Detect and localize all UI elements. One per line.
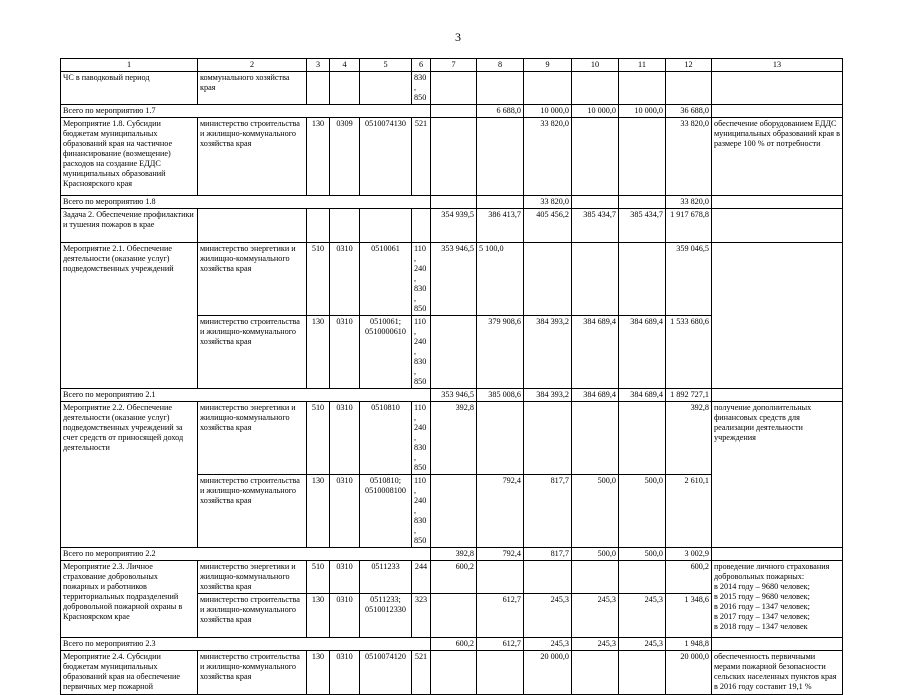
cell-total: 3 002,9: [666, 548, 712, 561]
cell-2016: 384 393,2: [524, 389, 572, 402]
cell-total: 1 892 727,1: [666, 389, 712, 402]
cell-administrator: министерство энергетики и жилищно-коммунального хозяйства края: [198, 243, 307, 316]
column-number: 7: [431, 59, 477, 72]
cell-csr: 0510074130: [360, 118, 412, 196]
column-number: 11: [619, 59, 666, 72]
cell-2015: 5 100,0: [477, 243, 524, 316]
cell-total: 20 000,0: [666, 651, 712, 695]
cell-2018: 500,0: [619, 548, 666, 561]
cell-2015: 612,7: [477, 594, 524, 638]
cell-grbs: 130: [307, 594, 330, 638]
table-row: [61, 651, 843, 695]
task-row: [61, 209, 843, 243]
cell-vr: 521: [412, 651, 431, 695]
cell-2017: 245,3: [572, 638, 619, 651]
total-row: [61, 389, 843, 402]
cell-total: 1 348,6: [666, 594, 712, 638]
cell-activity: Мероприятие 1.8. Субсидии бюджетам муниципальных образований края на частичное финансирование (возмещение) расходов на создание ЕДДС муниципальных образований Красноярского края: [61, 118, 198, 196]
cell-total: 600,2: [666, 561, 712, 594]
column-number: 3: [307, 59, 330, 72]
cell-2018: 245,3: [619, 594, 666, 638]
cell-2015: 792,4: [477, 548, 524, 561]
cell-2018: 384 689,4: [619, 389, 666, 402]
cell-grbs: 130: [307, 651, 330, 695]
cell-2015: 612,7: [477, 638, 524, 651]
cell-csr: 0510810: [360, 402, 412, 475]
cell-2017: 500,0: [572, 475, 619, 548]
cell-2016: 33 820,0: [524, 118, 572, 196]
cell-grbs: 130: [307, 118, 330, 196]
cell-2018: 500,0: [619, 475, 666, 548]
cell-2015: 792,4: [477, 475, 524, 548]
column-number: 2: [198, 59, 307, 72]
column-number: 9: [524, 59, 572, 72]
column-number: 6: [412, 59, 431, 72]
cell-2017: 245,3: [572, 594, 619, 638]
column-number: 8: [477, 59, 524, 72]
column-number: 10: [572, 59, 619, 72]
cell-total: 1 917 678,8: [666, 209, 712, 243]
cell-rzpr: 0310: [330, 243, 360, 316]
cell-administrator: министерство строительства и жилищно-коммунального хозяйства края: [198, 118, 307, 196]
total-row: [61, 105, 843, 118]
cell-total: 33 820,0: [666, 118, 712, 196]
table-row: [61, 72, 843, 105]
cell-grbs: 510: [307, 561, 330, 594]
cell-vr: 110, 240, 830, 850: [412, 402, 431, 475]
cell-grbs: 130: [307, 316, 330, 389]
cell-result: обеспеченность первичными мерами пожарной безопасности сельских населенных пунктов края в 2016 году составит 19,1 %: [712, 651, 843, 695]
cell-administrator: министерство строительства и жилищно-коммунального хозяйства края: [198, 594, 307, 638]
column-number: 12: [666, 59, 712, 72]
cell-total: 392,8: [666, 402, 712, 475]
column-number: 5: [360, 59, 412, 72]
cell-csr: 0510810; 0510008100: [360, 475, 412, 548]
page-number: 3: [455, 30, 461, 44]
cell-activity: Мероприятие 2.2. Обеспечение деятельности (оказание услуг) подведомственных учреждений за счет средств от приносящей доход деятельности: [61, 402, 198, 548]
column-number: 1: [61, 59, 198, 72]
cell-csr: 0511233: [360, 561, 412, 594]
cell-2016: 245,3: [524, 594, 572, 638]
cell-vr: 323: [412, 594, 431, 638]
cell-2015: 6 688,0: [477, 105, 524, 118]
cell-grbs: 510: [307, 402, 330, 475]
cell-administrator: министерство строительства и жилищно-коммунального хозяйства края: [198, 475, 307, 548]
cell-csr: 0511233; 0510012330: [360, 594, 412, 638]
column-number: 13: [712, 59, 843, 72]
cell-2018: 245,3: [619, 638, 666, 651]
cell-vr: 110, 240, 830, 850: [412, 475, 431, 548]
cell-activity: Мероприятие 2.3. Личное страхование добровольных пожарных и работников территориальных подразделений добровольной пожарной охраны в Красноярском крае: [61, 561, 198, 638]
total-row: [61, 548, 843, 561]
cell-administrator: коммунального хозяйства края: [198, 72, 307, 105]
cell-2017: 384 689,4: [572, 316, 619, 389]
cell-csr: 0510061: [360, 243, 412, 316]
cell-result: обеспечение оборудованием ЕДДС муниципальных образований края в размере 100 % от потребности: [712, 118, 843, 196]
cell-csr: 0510061; 0510000610: [360, 316, 412, 389]
column-number: 4: [330, 59, 360, 72]
cell-rzpr: 0310: [330, 651, 360, 695]
cell-rzpr: 0310: [330, 402, 360, 475]
cell-2018: 10 000,0: [619, 105, 666, 118]
cell-2017: 10 000,0: [572, 105, 619, 118]
cell-2016: 245,3: [524, 638, 572, 651]
cell-csr: 0510074120: [360, 651, 412, 695]
cell-result: проведение личного страхования добровольных пожарных: в 2014 году – 9680 человек; в 2015 году – 9680 человек; в 2016 году – 1347 человек; в 2017 году – 1347 человек; в 2018 году – 1347 человек: [712, 561, 843, 638]
cell-total: 33 820,0: [666, 196, 712, 209]
table-row: [61, 402, 843, 475]
cell-2014: 392,8: [431, 402, 477, 475]
cell-2016: 10 000,0: [524, 105, 572, 118]
total-label: Всего по мероприятию 2.1: [61, 389, 431, 402]
cell-2014: 354 939,5: [431, 209, 477, 243]
cell-2016: 817,7: [524, 548, 572, 561]
cell-2018: 385 434,7: [619, 209, 666, 243]
total-label: Всего по мероприятию 2.2: [61, 548, 431, 561]
cell-2015: 386 413,7: [477, 209, 524, 243]
cell-2014: 600,2: [431, 561, 477, 594]
cell-vr: 110, 240, 830, 850: [412, 243, 431, 316]
cell-total: 36 688,0: [666, 105, 712, 118]
cell-rzpr: 0310: [330, 594, 360, 638]
cell-vr: 110, 240, 830, 850: [412, 316, 431, 389]
cell-rzpr: 0310: [330, 316, 360, 389]
cell-vr: 244: [412, 561, 431, 594]
cell-2016: 405 456,2: [524, 209, 572, 243]
cell-2017: 384 689,4: [572, 389, 619, 402]
table-row: [61, 561, 843, 594]
cell-2014: 353 946,5: [431, 243, 477, 316]
cell-task: Задача 2. Обеспечение профилактики и тушения пожаров в крае: [61, 209, 198, 243]
cell-rzpr: 0310: [330, 475, 360, 548]
cell-total: 2 610,1: [666, 475, 712, 548]
cell-grbs: 510: [307, 243, 330, 316]
cell-2017: 500,0: [572, 548, 619, 561]
total-label: Всего по мероприятию 1.8: [61, 196, 431, 209]
cell-activity: ЧС в паводковый период: [61, 72, 198, 105]
total-row: [61, 196, 843, 209]
cell-result: получение дополнительных финансовых средств для реализации деятельности учреждения: [712, 402, 843, 548]
table-row: [61, 118, 843, 196]
column-number-row: [61, 59, 843, 72]
cell-2017: 385 434,7: [572, 209, 619, 243]
cell-2016: 817,7: [524, 475, 572, 548]
cell-total: 359 046,5: [666, 243, 712, 316]
cell-2015: 385 008,6: [477, 389, 524, 402]
total-row: [61, 638, 843, 651]
cell-rzpr: 0310: [330, 561, 360, 594]
cell-2016: 20 000,0: [524, 651, 572, 695]
cell-total: 1 533 680,6: [666, 316, 712, 389]
cell-administrator: министерство энергетики и жилищно-коммунального хозяйства края: [198, 402, 307, 475]
cell-2018: 384 689,4: [619, 316, 666, 389]
cell-2014: 392,8: [431, 548, 477, 561]
cell-administrator: министерство энергетики и жилищно-коммунального хозяйства края: [198, 561, 307, 594]
cell-administrator: министерство строительства и жилищно-коммунального хозяйства края: [198, 651, 307, 695]
total-label: Всего по мероприятию 2.3: [61, 638, 431, 651]
cell-2016: 33 820,0: [524, 196, 572, 209]
budget-table: [60, 58, 843, 695]
cell-grbs: 130: [307, 475, 330, 548]
cell-activity: Мероприятие 2.1. Обеспечение деятельности (оказание услуг) подведомственных учреждений: [61, 243, 198, 389]
total-label: Всего по мероприятию 1.7: [61, 105, 431, 118]
cell-rzpr: 0309: [330, 118, 360, 196]
cell-2016: 384 393,2: [524, 316, 572, 389]
cell-administrator: министерство строительства и жилищно-коммунального хозяйства края: [198, 316, 307, 389]
table-row: [61, 243, 843, 316]
cell-2014: 353 946,5: [431, 389, 477, 402]
cell-2014: 600,2: [431, 638, 477, 651]
cell-vr: 830, 850: [412, 72, 431, 105]
cell-vr: 521: [412, 118, 431, 196]
cell-2015: 379 908,6: [477, 316, 524, 389]
cell-total: 1 948,8: [666, 638, 712, 651]
cell-activity: Мероприятие 2.4. Субсидии бюджетам муниципальных образований края на обеспечение первичных мер пожарной: [61, 651, 198, 695]
